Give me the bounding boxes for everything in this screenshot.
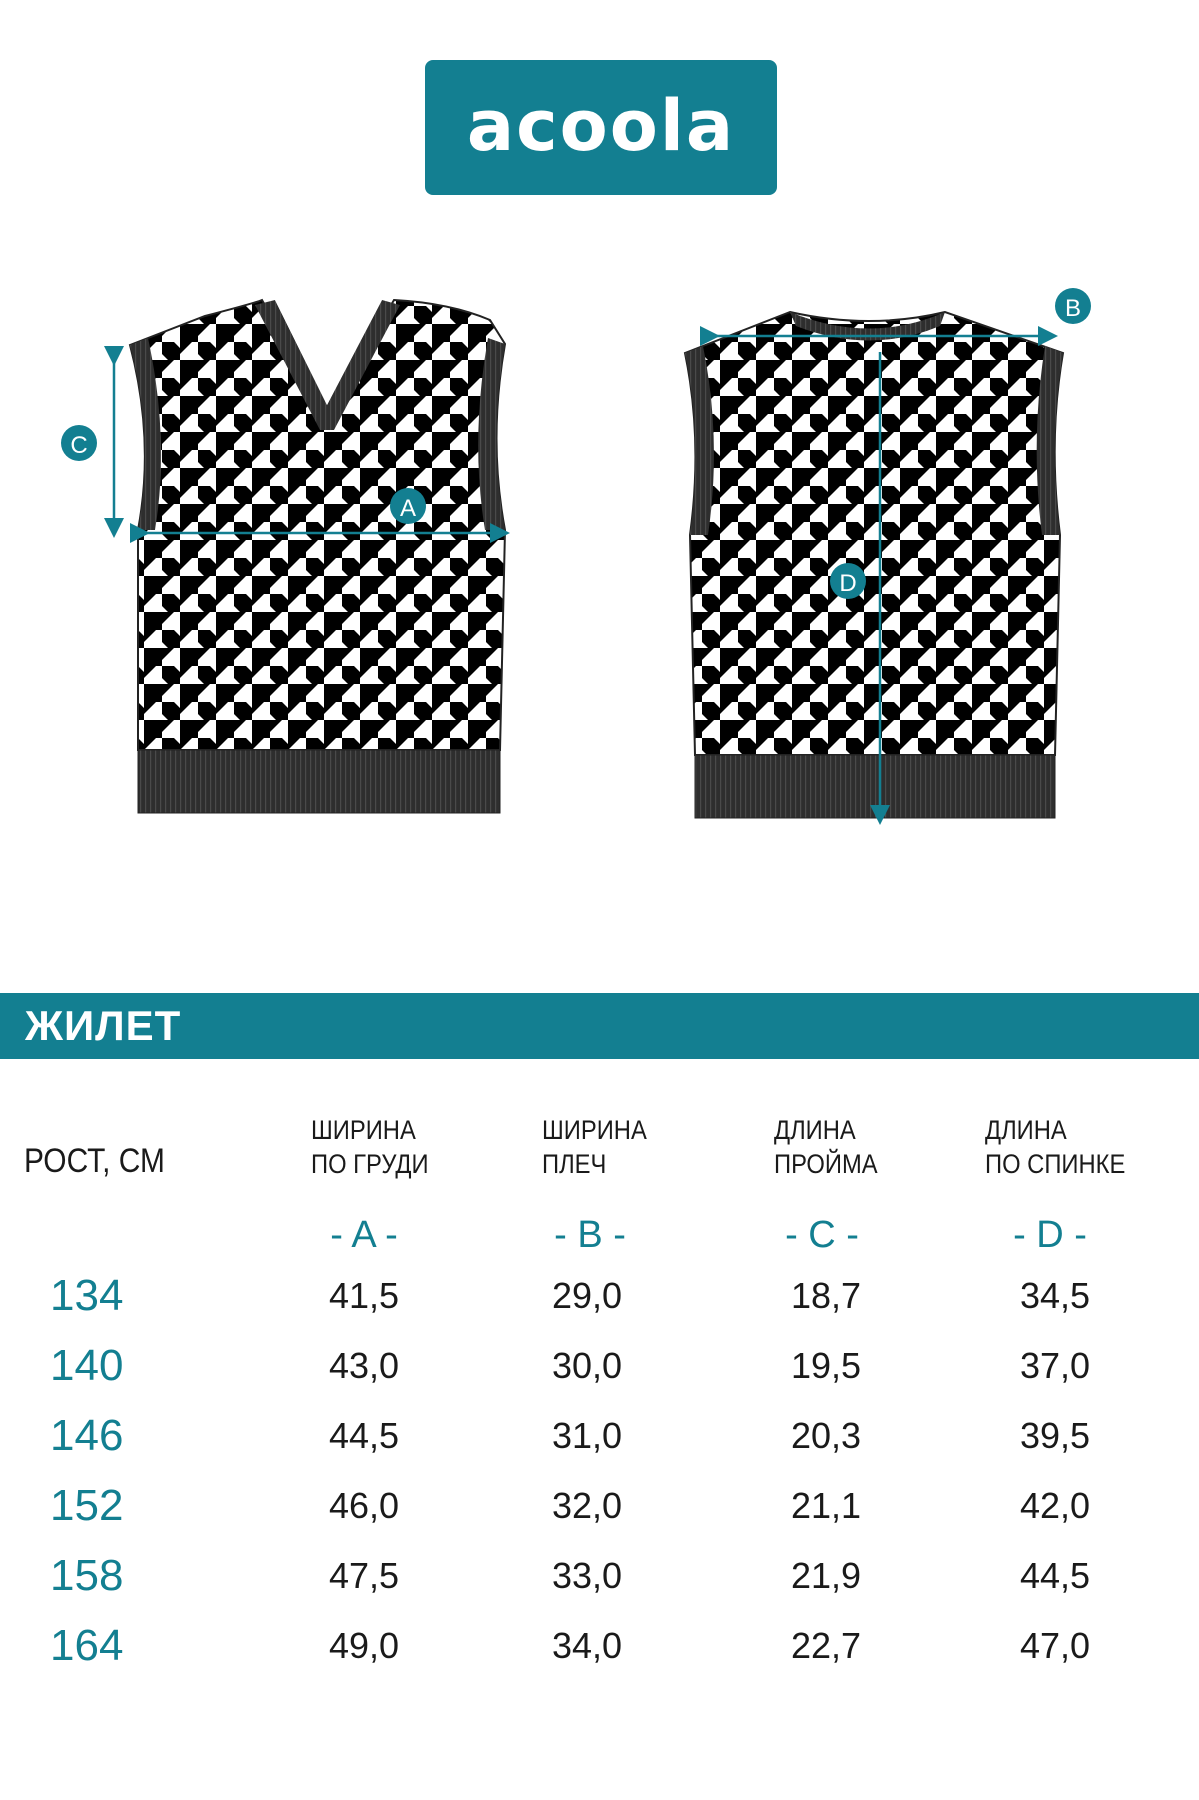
size-cell: 158 bbox=[50, 1551, 124, 1600]
vest-front bbox=[61, 295, 505, 813]
value-cell-d: 47,0 bbox=[1019, 1625, 1091, 1666]
vest-back bbox=[685, 288, 1091, 818]
table-row bbox=[0, 1410, 1199, 1470]
size-cell: 134 bbox=[50, 1271, 124, 1320]
value-cell-a: 43,0 bbox=[328, 1345, 400, 1386]
value-cell-d: 37,0 bbox=[1019, 1345, 1091, 1386]
col-header-c-line1: ДЛИНА bbox=[774, 1115, 856, 1145]
vest-illustration bbox=[0, 280, 1199, 840]
brand-logo bbox=[425, 60, 777, 195]
value-cell-a: 47,5 bbox=[328, 1555, 400, 1596]
value-cell-b: 31,0 bbox=[551, 1415, 623, 1456]
col-header-a-line1: ШИРИНА bbox=[311, 1115, 416, 1145]
table-row bbox=[0, 1270, 1199, 1330]
value-cell-d: 39,5 bbox=[1019, 1415, 1091, 1456]
value-cell-b: 34,0 bbox=[551, 1625, 623, 1666]
col-header-c-line2: ПРОЙМА bbox=[774, 1149, 878, 1179]
col-letter-a: - A - bbox=[330, 1214, 398, 1256]
value-cell-b: 33,0 bbox=[551, 1555, 623, 1596]
col-header-d-line1: ДЛИНА bbox=[985, 1115, 1067, 1145]
row-header: РОСТ, СМ bbox=[24, 1142, 165, 1180]
size-cell: 152 bbox=[50, 1481, 124, 1530]
value-cell-c: 18,7 bbox=[790, 1275, 862, 1316]
col-header-b-line2: ПЛЕЧ bbox=[542, 1149, 607, 1179]
table-row bbox=[0, 1340, 1199, 1400]
value-cell-a: 46,0 bbox=[328, 1485, 400, 1526]
label-b-text: B bbox=[1064, 295, 1082, 322]
label-c-text: C bbox=[70, 432, 88, 459]
value-cell-d: 42,0 bbox=[1019, 1485, 1091, 1526]
value-cell-c: 21,1 bbox=[790, 1485, 862, 1526]
label-a-text: A bbox=[399, 495, 417, 522]
value-cell-d: 34,5 bbox=[1019, 1275, 1091, 1316]
value-cell-d: 44,5 bbox=[1019, 1555, 1091, 1596]
title-banner bbox=[0, 993, 1199, 1059]
col-letter-d: - D - bbox=[1013, 1214, 1087, 1256]
brand-logo-text: acoola bbox=[466, 85, 736, 167]
value-cell-a: 41,5 bbox=[328, 1275, 400, 1316]
label-d-text: D bbox=[839, 570, 857, 597]
table-row bbox=[0, 1480, 1199, 1540]
table-row bbox=[0, 1620, 1199, 1680]
size-cell: 140 bbox=[50, 1341, 124, 1390]
col-letter-c: - C - bbox=[785, 1214, 859, 1256]
col-letter-b: - B - bbox=[554, 1214, 626, 1256]
col-header-b-line1: ШИРИНА bbox=[542, 1115, 647, 1145]
value-cell-b: 32,0 bbox=[551, 1485, 623, 1526]
size-cell: 164 bbox=[50, 1621, 124, 1670]
value-cell-c: 22,7 bbox=[790, 1625, 862, 1666]
value-cell-c: 20,3 bbox=[790, 1415, 862, 1456]
value-cell-c: 21,9 bbox=[790, 1555, 862, 1596]
table-row bbox=[0, 1550, 1199, 1610]
value-cell-c: 19,5 bbox=[790, 1345, 862, 1386]
page-title: ЖИЛЕТ bbox=[25, 1002, 182, 1049]
value-cell-a: 49,0 bbox=[328, 1625, 400, 1666]
size-cell: 146 bbox=[50, 1411, 124, 1460]
col-header-a-line2: ПО ГРУДИ bbox=[311, 1149, 429, 1179]
value-cell-a: 44,5 bbox=[328, 1415, 400, 1456]
col-header-d-line2: ПО СПИНКЕ bbox=[985, 1149, 1126, 1179]
value-cell-b: 29,0 bbox=[551, 1275, 623, 1316]
value-cell-b: 30,0 bbox=[551, 1345, 623, 1386]
